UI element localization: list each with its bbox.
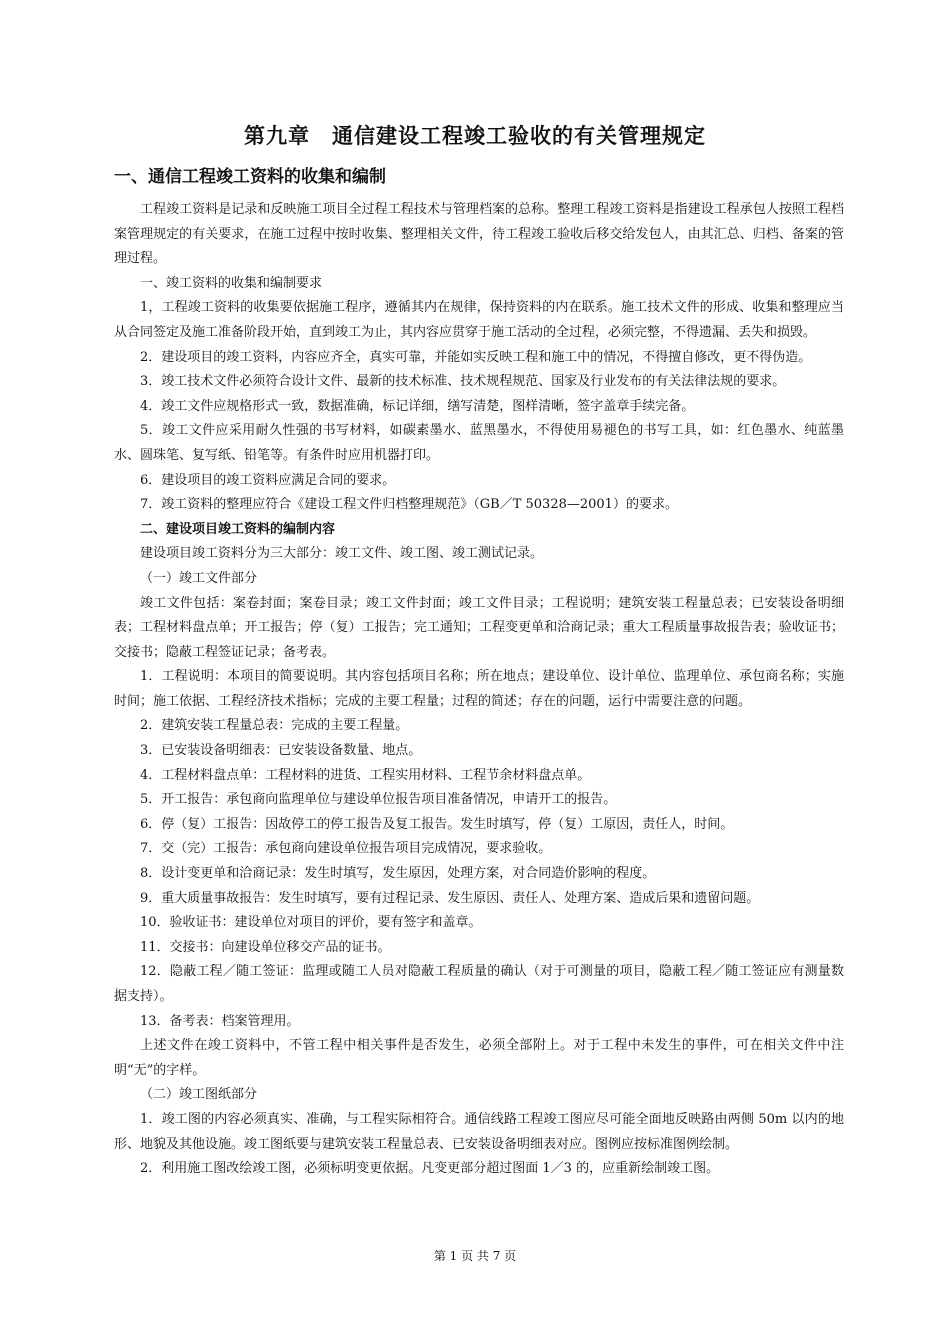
content-paragraph: 上述文件在竣工资料中，不管工程中相关事件是否发生，必须全部附上。对于工程中未发生的事件，可在相关文件中注明“无”的字样。 xyxy=(114,1038,844,1078)
subheading-documents: （一）竣工文件部分 xyxy=(140,570,258,586)
document-item: 6．停（复）工报告：因故停工的停工报告及复工报告。发生时填写，停（复）工原因，责任人，时间。 xyxy=(140,816,734,832)
document-item: 2．建筑安装工程量总表：完成的主要工程量。 xyxy=(140,718,409,734)
intro-paragraph: 工程竣工资料是记录和反映施工项目全过程工程技术与管理档案的总称。整理工程竣工资料是指建设工程承包人按照工程档案管理规定的有关要求，在施工过程中按时收集、整理相关文件，待工程竣工验收后移交给发包人，由其汇总、归档、备案的管理过程。 xyxy=(114,202,844,267)
document-item: 5．开工报告：承包商向监理单位与建设单位报告项目准备情况，申请开工的报告。 xyxy=(140,792,617,808)
drawing-item: 2．利用施工图改绘竣工图，必须标明变更依据。凡变更部分超过图面 1／3 的，应重新绘制竣工图。 xyxy=(140,1161,720,1177)
content-paragraph: 竣工文件包括：案卷封面；案卷目录；竣工文件封面；竣工文件目录；工程说明；建筑安装工程量总表；已安装设备明细表；工程材料盘点单；开工报告；停（复）工报告；完工通知；工程变更单和洽商记录；重大工程质量事故报告表；验收证书；交接书；隐蔽工程签证记录；备考表。 xyxy=(114,595,844,660)
content-paragraph: 建设项目竣工资料分为三大部分：竣工文件、竣工图、竣工测试记录。 xyxy=(140,546,544,562)
requirement-item: 5．竣工文件应采用耐久性强的书写材料，如碳素墨水、蓝黑墨水，不得使用易褪色的书写工具，如：红色墨水、纯蓝墨水、圆珠笔、复写纸、铅笔等。有条件时应用机器打印。 xyxy=(114,423,844,463)
document-body xyxy=(114,198,844,1182)
subheading-requirements: 一、竣工资料的收集和编制要求 xyxy=(140,275,323,291)
document-item: 12．隐蔽工程／随工签证：监理或随工人员对隐蔽工程质量的确认（对于可测量的项目，隐蔽工程／随工签证应有测量数据支持）。 xyxy=(114,964,844,1004)
document-item: 9．重大质量事故报告：发生时填写，要有过程记录、发生原因、责任人、处理方案、造成后果和遗留问题。 xyxy=(140,890,760,906)
subheading-drawings: （二）竣工图纸部分 xyxy=(140,1087,258,1103)
requirement-item: 1，工程竣工资料的收集要依据施工程序，遵循其内在规律，保持资料的内在联系。施工技术文件的形成、收集和整理应当从合同签定及施工准备阶段开始，直到竣工为止，其内容应贯穿于施工活动的全过程，必须完整，不得遗漏、丢失和损毁。 xyxy=(114,300,844,340)
document-item: 10．验收证书：建设单位对项目的评价，要有签字和盖章。 xyxy=(140,915,482,931)
subheading-content: 二、建设项目竣工资料的编制内容 xyxy=(140,521,336,537)
document-item: 1．工程说明：本项目的简要说明。其内容包括项目名称；所在地点；建设单位、设计单位、监理单位、承包商名称；实施时间；施工依据、工程经济技术指标；完成的主要工程量；过程的简述；存在的问题，运行中需要注意的问题。 xyxy=(114,669,844,709)
document-item: 13．备考表：档案管理用。 xyxy=(140,1013,300,1029)
requirement-item: 7．竣工资料的整理应符合《建设工程文件归档整理规范》（GB／T 50328—2001）的要求。 xyxy=(140,497,678,513)
requirement-item: 3．竣工技术文件必须符合设计文件、最新的技术标准、技术规程规范、国家及行业发布的有关法律法规的要求。 xyxy=(140,374,786,390)
chapter-title: 第九章 通信建设工程竣工验收的有关管理规定 xyxy=(244,124,706,148)
requirement-item: 2．建设项目的竣工资料，内容应齐全，真实可靠，并能如实反映工程和施工中的情况，不得擅自修改，更不得伪造。 xyxy=(140,349,812,365)
requirement-item: 4．竣工文件应规格形式一致，数据准确，标记详细，缮写清楚，图样清晰，签字盖章手续完备。 xyxy=(140,398,695,414)
document-item: 8．设计变更单和洽商记录：发生时填写，发生原因，处理方案，对合同造价影响的程度。 xyxy=(140,866,656,882)
document-item: 11．交接书：向建设单位移交产品的证书。 xyxy=(140,939,391,955)
section-heading: 一、通信工程竣工资料的收集和编制 xyxy=(114,167,386,187)
requirement-item: 6．建设项目的竣工资料应满足合同的要求。 xyxy=(140,472,396,488)
document-item: 4．工程材料盘点单：工程材料的进货、工程实用材料、工程节余材料盘点单。 xyxy=(140,767,591,783)
page-footer: 第 1 页 共 7 页 xyxy=(433,1249,517,1263)
drawing-item: 1．竣工图的内容必须真实、准确，与工程实际相符合。通信线路工程竣工图应尽可能全面地反映路由两侧 50m 以内的地形、地貌及其他设施。竣工图纸要与建筑安装工程量总表、已安装设备明细表对应。图例应按标准图例绘制。 xyxy=(114,1111,844,1152)
document-item: 7．交（完）工报告：承包商向建设单位报告项目完成情况，要求验收。 xyxy=(140,841,552,857)
document-item: 3．已安装设备明细表：已安装设备数量、地点。 xyxy=(140,743,422,759)
